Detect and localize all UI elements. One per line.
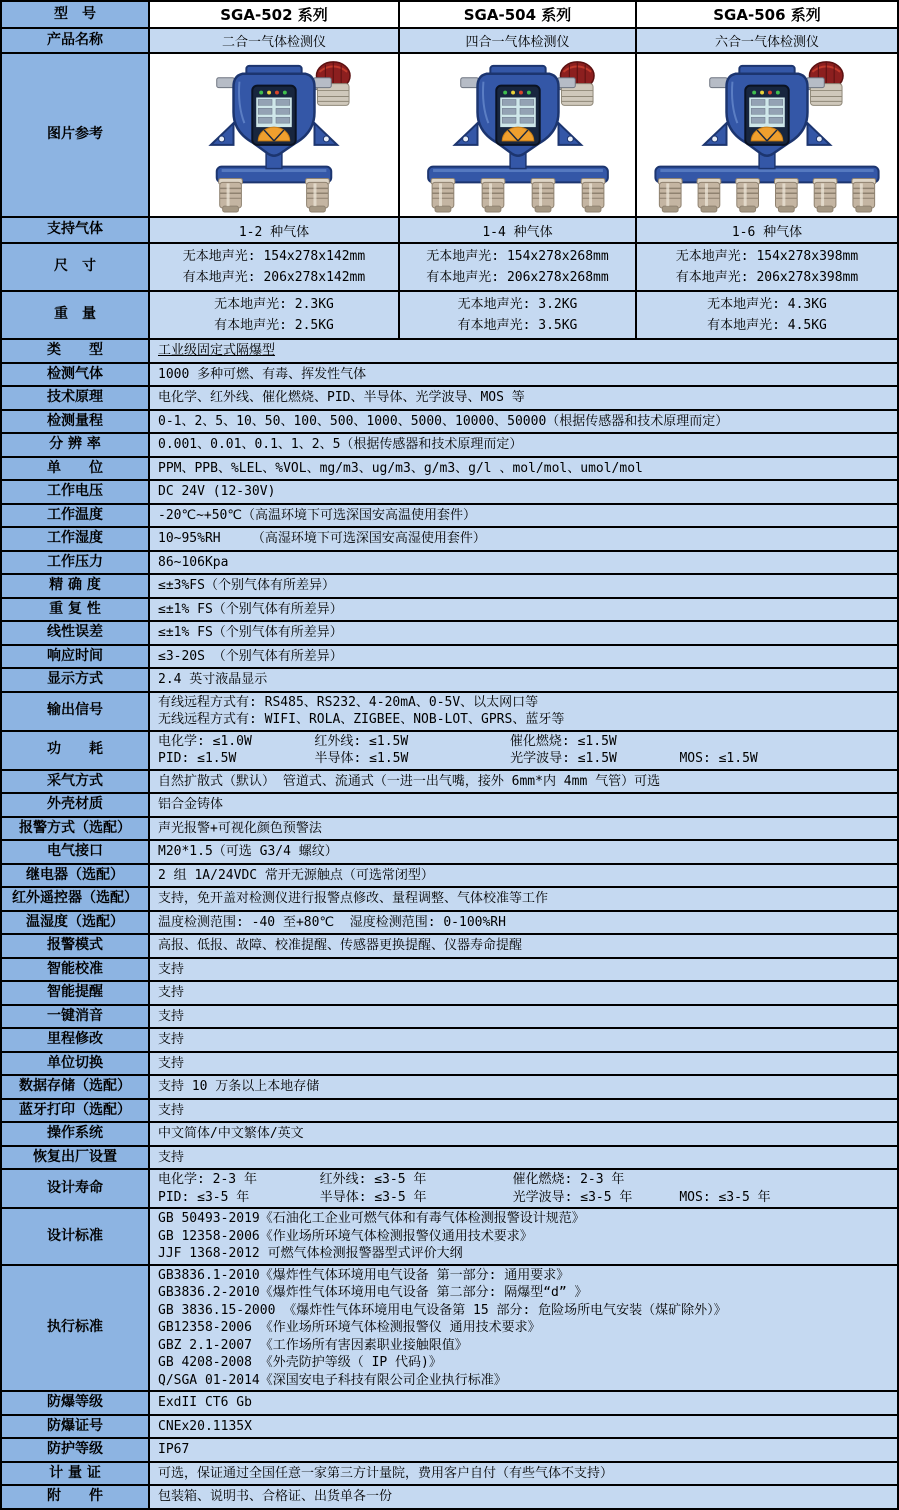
spec-row-28 bbox=[2, 1006, 897, 1030]
spec-row-value bbox=[150, 794, 897, 816]
spec-value-line: ≤±3%FS（个别气体有所差异） bbox=[158, 578, 335, 593]
size-line: 无本地声光: 154x278x142mm bbox=[182, 249, 366, 264]
size-sga504 bbox=[400, 244, 637, 290]
spec-row-value bbox=[150, 1053, 897, 1075]
spec-row-label: 防爆证号 bbox=[2, 1416, 150, 1438]
spec-row-value bbox=[150, 481, 897, 503]
spec-value-line: PID: ≤3-5 年 半导体: ≤3-5 年 光学波导: ≤3-5 年 MOS: ≤3-5 年 bbox=[158, 1189, 771, 1205]
spec-value-line: 工业级固定式隔爆型 bbox=[158, 343, 276, 358]
spec-value-line: 铝合金铸体 bbox=[158, 797, 224, 812]
spec-row-label: 恢复出厂设置 bbox=[2, 1147, 150, 1169]
spec-row-value bbox=[150, 599, 897, 621]
gas-count-sga506: 1-6 种气体 bbox=[637, 218, 897, 242]
weight-line: 有本地声光: 4.5KG bbox=[707, 318, 827, 333]
size-line: 无本地声光: 154x278x398mm bbox=[675, 249, 859, 264]
weight-row-label: 重 量 bbox=[2, 292, 150, 338]
spec-row-12 bbox=[2, 599, 897, 623]
spec-value-line: 支持，免开盖对检测仪进行报警点修改、量程调整、气体校准等工作 bbox=[158, 891, 549, 906]
spec-value-line: 支持 10 万条以上本地存储 bbox=[158, 1079, 320, 1094]
spec-value-line: 支持 bbox=[158, 1055, 185, 1071]
spec-row-value bbox=[150, 1123, 897, 1145]
gas-row-label: 支持气体 bbox=[2, 218, 150, 242]
spec-row-1 bbox=[2, 340, 897, 364]
spec-value-line: 支持 bbox=[158, 1102, 185, 1118]
spec-row-value bbox=[150, 411, 897, 433]
spec-row-label: 报警模式 bbox=[2, 935, 150, 957]
spec-row-value bbox=[150, 771, 897, 793]
spec-row-value bbox=[150, 387, 897, 409]
product-name-sga502: 二合一气体检测仪 bbox=[150, 29, 400, 52]
spec-row-label: 类 型 bbox=[2, 340, 150, 362]
spec-value-line: ≤3-20S （个别气体有所差异） bbox=[158, 648, 343, 664]
spec-row-label: 外壳材质 bbox=[2, 794, 150, 816]
spec-row-37 bbox=[2, 1266, 897, 1393]
spec-row-10 bbox=[2, 552, 897, 576]
spec-row-34 bbox=[2, 1147, 897, 1171]
spec-row-35 bbox=[2, 1170, 897, 1209]
image-row-label: 图片参考 bbox=[2, 54, 150, 216]
spec-row-value bbox=[150, 575, 897, 597]
model-name-sga506: SGA-506 系列 bbox=[637, 2, 897, 27]
spec-row-value bbox=[150, 818, 897, 840]
spec-value-line: 电化学: ≤1.0W 红外线: ≤1.5W 催化燃烧: ≤1.5W bbox=[158, 733, 617, 749]
spec-row-label: 附 件 bbox=[2, 1486, 150, 1508]
spec-value-line: GB 3836.15-2000 《爆炸性气体环境用电气设备第 15 部分: 危险场所电气安装（煤矿除外）》 bbox=[158, 1302, 727, 1318]
spec-row-40 bbox=[2, 1439, 897, 1463]
spec-row-31 bbox=[2, 1076, 897, 1100]
device-image-sga502 bbox=[150, 54, 400, 216]
spec-row-value bbox=[150, 340, 897, 362]
spec-value-line: 声光报警+可视化颜色预警法 bbox=[158, 820, 322, 836]
spec-row-value bbox=[150, 669, 897, 691]
gas-count-sga504: 1-4 种气体 bbox=[400, 218, 637, 242]
spec-value-line: 支持 bbox=[158, 1008, 185, 1024]
spec-value-line: ≤±1% FS（个别气体有所差异） bbox=[158, 625, 343, 640]
spec-row-label: 单位切换 bbox=[2, 1053, 150, 1075]
weight-line: 无本地声光: 4.3KG bbox=[707, 297, 827, 312]
spec-row-value bbox=[150, 458, 897, 480]
spec-row-label: 技术原理 bbox=[2, 387, 150, 409]
spec-row-value bbox=[150, 841, 897, 863]
spec-row-label: 设计标准 bbox=[2, 1209, 150, 1264]
spec-row-value bbox=[150, 1006, 897, 1028]
size-line: 有本地声光: 206x278x398mm bbox=[675, 270, 859, 285]
spec-value-line: 0-1、2、5、10、50、100、500、1000、5000、10000、50000（根据传感器和技术原理而定） bbox=[158, 413, 729, 429]
spec-value-line: 支持 bbox=[158, 961, 185, 977]
spec-row-5 bbox=[2, 434, 897, 458]
spec-value-line: 中文简体/中文繁体/英文 bbox=[158, 1126, 304, 1141]
spec-row-value bbox=[150, 865, 897, 887]
spec-value-line: Q/SGA 01-2014《深国安电子科技有限公司企业执行标准》 bbox=[158, 1372, 507, 1388]
spec-value-line: 无线远程方式有: WIFI、ROLA、ZIGBEE、NOB-LOT、GPRS、蓝牙等 bbox=[158, 712, 565, 727]
spec-row-value bbox=[150, 1076, 897, 1098]
spec-value-line: 可选，保证通过全国任意一家第三方计量院，费用客户自付（有些气体不支持） bbox=[158, 1465, 614, 1481]
spec-row-label: 操作系统 bbox=[2, 1123, 150, 1145]
spec-row-41 bbox=[2, 1463, 897, 1487]
spec-row-13 bbox=[2, 622, 897, 646]
weight-line: 有本地声光: 2.5KG bbox=[214, 318, 334, 333]
spec-row-value bbox=[150, 732, 897, 769]
spec-row-label: 功 耗 bbox=[2, 732, 150, 769]
spec-value-line: 电化学、红外线、催化燃烧、PID、半导体、光学波导、MOS 等 bbox=[158, 390, 525, 405]
spec-row-label: 工作湿度 bbox=[2, 528, 150, 550]
spec-row-value bbox=[150, 1100, 897, 1122]
spec-row-39 bbox=[2, 1416, 897, 1440]
spec-row-label: 防爆等级 bbox=[2, 1392, 150, 1414]
spec-row-label: 继电器（选配） bbox=[2, 865, 150, 887]
spec-value-line: 2 组 1A/24VDC 常开无源触点（可选常闭型） bbox=[158, 867, 434, 883]
spec-row-label: 分 辨 率 bbox=[2, 434, 150, 456]
spec-row-value bbox=[150, 364, 897, 386]
spec-value-line: 高报、低报、故障、校准提醒、传感器更换提醒、仪器寿命提醒 bbox=[158, 938, 523, 953]
spec-row-22 bbox=[2, 865, 897, 889]
spec-value-line: PPM、PPB、%LEL、%VOL、mg/m3、ug/m3、g/m3、g/l 、mol/mol、umol/mol bbox=[158, 460, 643, 476]
spec-row-42 bbox=[2, 1486, 897, 1508]
spec-value-line: GB 12358-2006《作业场所环境气体检测报警仪通用技术要求》 bbox=[158, 1228, 533, 1244]
weight-line: 无本地声光: 2.3KG bbox=[214, 297, 334, 312]
spec-row-24 bbox=[2, 912, 897, 936]
spec-value-line: -20℃~+50℃（高温环境下可选深国安高温使用套件） bbox=[158, 507, 476, 523]
spec-row-9 bbox=[2, 528, 897, 552]
spec-value-line: 支持 bbox=[158, 985, 185, 1000]
spec-value-line: ExdII CT6 Gb bbox=[158, 1395, 252, 1410]
spec-value-line: 温度检测范围: -40 至+80℃ 湿度检测范围: 0-100%RH bbox=[158, 914, 506, 930]
spec-row-label: 电气接口 bbox=[2, 841, 150, 863]
weight-sga504 bbox=[400, 292, 637, 338]
spec-value-line: 0.001、0.01、0.1、1、2、5（根据传感器和技术原理而定） bbox=[158, 437, 523, 452]
spec-row-label: 输出信号 bbox=[2, 693, 150, 730]
weight-sga502 bbox=[150, 292, 400, 338]
spec-row-label: 温湿度（选配） bbox=[2, 912, 150, 934]
spec-row-29 bbox=[2, 1029, 897, 1053]
image-reference-row bbox=[2, 54, 897, 218]
spec-row-6 bbox=[2, 458, 897, 482]
spec-value-line: GB3836.1-2010《爆炸性气体环境用电气设备 第一部分: 通用要求》 bbox=[158, 1267, 570, 1283]
spec-row-value bbox=[150, 1029, 897, 1051]
size-line: 有本地声光: 206x278x142mm bbox=[182, 270, 366, 285]
spec-row-value bbox=[150, 646, 897, 668]
spec-value-line: PID: ≤1.5W 半导体: ≤1.5W 光学波导: ≤1.5W MOS: ≤1.5W bbox=[158, 751, 758, 766]
spec-value-line: CNEx20.1135X bbox=[158, 1418, 252, 1434]
spec-value-line: GB 50493-2019《石油化工企业可燃气体和有毒气体检测报警设计规范》 bbox=[158, 1211, 585, 1226]
spec-row-label: 线性误差 bbox=[2, 622, 150, 644]
spec-value-line: 支持 bbox=[158, 1032, 185, 1047]
dimensions-row bbox=[2, 244, 897, 292]
spec-row-label: 智能校准 bbox=[2, 959, 150, 981]
spec-row-value bbox=[150, 912, 897, 934]
gas-count-sga502: 1-2 种气体 bbox=[150, 218, 400, 242]
model-name-sga504: SGA-504 系列 bbox=[400, 2, 637, 27]
spec-row-value bbox=[150, 1463, 897, 1485]
spec-row-4 bbox=[2, 411, 897, 435]
spec-row-value bbox=[150, 982, 897, 1004]
model-header-row bbox=[2, 2, 897, 29]
supported-gases-row bbox=[2, 218, 897, 244]
spec-value-line: 有线远程方式有: RS485、RS232、4-20mA、0-5V、以太网口等 bbox=[158, 694, 539, 710]
weight-line: 有本地声光: 3.5KG bbox=[457, 318, 578, 333]
spec-row-3 bbox=[2, 387, 897, 411]
spec-row-21 bbox=[2, 841, 897, 865]
spec-rows-container bbox=[2, 340, 897, 1508]
spec-row-33 bbox=[2, 1123, 897, 1147]
spec-row-label: 里程修改 bbox=[2, 1029, 150, 1051]
spec-row-label: 红外遥控器（选配） bbox=[2, 888, 150, 910]
spec-row-label: 采气方式 bbox=[2, 771, 150, 793]
spec-row-label: 工作温度 bbox=[2, 505, 150, 527]
spec-row-label: 单 位 bbox=[2, 458, 150, 480]
spec-value-line: 支持 bbox=[158, 1149, 185, 1165]
size-row-label: 尺 寸 bbox=[2, 244, 150, 290]
spec-row-value bbox=[150, 552, 897, 574]
spec-value-line: 2.4 英寸液晶显示 bbox=[158, 672, 268, 687]
spec-row-value bbox=[150, 1416, 897, 1438]
spec-row-2 bbox=[2, 364, 897, 388]
spec-row-30 bbox=[2, 1053, 897, 1077]
spec-row-11 bbox=[2, 575, 897, 599]
spec-row-7 bbox=[2, 481, 897, 505]
spec-value-line: IP67 bbox=[158, 1442, 190, 1457]
spec-value-line: 自然扩散式（默认） 管道式、流通式（一进一出气嘴，接外 6mm*内 4mm 气管）可选 bbox=[158, 773, 661, 789]
spec-row-26 bbox=[2, 959, 897, 983]
model-row-label: 型 号 bbox=[2, 2, 150, 27]
spec-row-label: 防护等级 bbox=[2, 1439, 150, 1461]
spec-value-line: GB 4208-2008 《外壳防护等级（ IP 代码)》 bbox=[158, 1355, 442, 1370]
spec-row-38 bbox=[2, 1392, 897, 1416]
spec-row-25 bbox=[2, 935, 897, 959]
spec-row-label: 检测气体 bbox=[2, 364, 150, 386]
spec-row-16 bbox=[2, 693, 897, 732]
spec-row-value bbox=[150, 1392, 897, 1414]
spec-value-line: 包装箱、说明书、合格证、出货单各一份 bbox=[158, 1489, 393, 1504]
spec-row-23 bbox=[2, 888, 897, 912]
spec-row-32 bbox=[2, 1100, 897, 1124]
spec-row-8 bbox=[2, 505, 897, 529]
spec-row-label: 精 确 度 bbox=[2, 575, 150, 597]
weight-row bbox=[2, 292, 897, 340]
spec-row-value bbox=[150, 1209, 897, 1264]
spec-value-line: 电化学: 2-3 年 红外线: ≤3-5 年 催化燃烧: 2-3 年 bbox=[158, 1172, 625, 1187]
spec-row-label: 设计寿命 bbox=[2, 1170, 150, 1207]
spec-value-line: DC 24V (12-30V) bbox=[158, 484, 276, 499]
spec-row-label: 一键消音 bbox=[2, 1006, 150, 1028]
spec-row-label: 响应时间 bbox=[2, 646, 150, 668]
spec-value-line: 86~106Kpa bbox=[158, 554, 229, 570]
spec-row-value bbox=[150, 528, 897, 550]
spec-row-label: 智能提醒 bbox=[2, 982, 150, 1004]
spec-row-value bbox=[150, 434, 897, 456]
spec-value-line: GB3836.2-2010《爆炸性气体环境用电气设备 第二部分: 隔爆型“d” 》 bbox=[158, 1285, 588, 1300]
device-image-sga506 bbox=[637, 54, 897, 216]
model-name-sga502: SGA-502 系列 bbox=[150, 2, 400, 27]
spec-row-value bbox=[150, 1147, 897, 1169]
size-sga506 bbox=[637, 244, 897, 290]
spec-row-36 bbox=[2, 1209, 897, 1266]
spec-row-label: 工作电压 bbox=[2, 481, 150, 503]
spec-row-value bbox=[150, 693, 897, 730]
spec-row-value bbox=[150, 888, 897, 910]
spec-row-value bbox=[150, 1266, 897, 1391]
spec-value-line: GBZ 2.1-2007 《工作场所有害因素职业接触限值》 bbox=[158, 1337, 468, 1353]
weight-sga506 bbox=[637, 292, 897, 338]
spec-row-label: 重 复 性 bbox=[2, 599, 150, 621]
spec-row-15 bbox=[2, 669, 897, 693]
spec-value-line: JJF 1368-2012 可燃气体检测报警器型式评价大纲 bbox=[158, 1246, 463, 1261]
spec-row-label: 检测量程 bbox=[2, 411, 150, 433]
product-name-sga506: 六合一气体检测仪 bbox=[637, 29, 897, 52]
spec-value-line: 1000 多种可燃、有毒、挥发性气体 bbox=[158, 366, 367, 382]
spec-value-line: ≤±1% FS（个别气体有所差异） bbox=[158, 601, 343, 617]
size-line: 无本地声光: 154x278x268mm bbox=[426, 249, 609, 264]
spec-row-value bbox=[150, 622, 897, 644]
spec-row-label: 显示方式 bbox=[2, 669, 150, 691]
product-name-row bbox=[2, 29, 897, 54]
size-line: 有本地声光: 206x278x268mm bbox=[426, 270, 609, 285]
spec-row-value bbox=[150, 505, 897, 527]
product-row-label: 产品名称 bbox=[2, 29, 150, 52]
spec-value-line: 10~95%RH （高湿环境下可选深国安高湿使用套件） bbox=[158, 531, 486, 546]
spec-row-value bbox=[150, 959, 897, 981]
spec-value-line: GB12358-2006 《作业场所环境气体检测报警仪 通用技术要求》 bbox=[158, 1320, 541, 1335]
spec-row-value bbox=[150, 1439, 897, 1461]
weight-line: 无本地声光: 3.2KG bbox=[457, 297, 578, 312]
spec-row-19 bbox=[2, 794, 897, 818]
product-name-sga504: 四合一气体检测仪 bbox=[400, 29, 637, 52]
spec-row-label: 蓝牙打印（选配） bbox=[2, 1100, 150, 1122]
spec-row-14 bbox=[2, 646, 897, 670]
spec-row-18 bbox=[2, 771, 897, 795]
spec-value-line: M20*1.5（可选 G3/4 螺纹） bbox=[158, 844, 338, 859]
spec-row-value bbox=[150, 1486, 897, 1508]
spec-row-label: 工作压力 bbox=[2, 552, 150, 574]
device-image-sga504 bbox=[400, 54, 637, 216]
spec-row-label: 计 量 证 bbox=[2, 1463, 150, 1485]
spec-row-17 bbox=[2, 732, 897, 771]
spec-row-value bbox=[150, 1170, 897, 1207]
spec-row-label: 执行标准 bbox=[2, 1266, 150, 1391]
spec-row-label: 报警方式（选配） bbox=[2, 818, 150, 840]
spec-row-label: 数据存储（选配） bbox=[2, 1076, 150, 1098]
spec-row-27 bbox=[2, 982, 897, 1006]
spec-row-20 bbox=[2, 818, 897, 842]
size-sga502 bbox=[150, 244, 400, 290]
spec-row-value bbox=[150, 935, 897, 957]
